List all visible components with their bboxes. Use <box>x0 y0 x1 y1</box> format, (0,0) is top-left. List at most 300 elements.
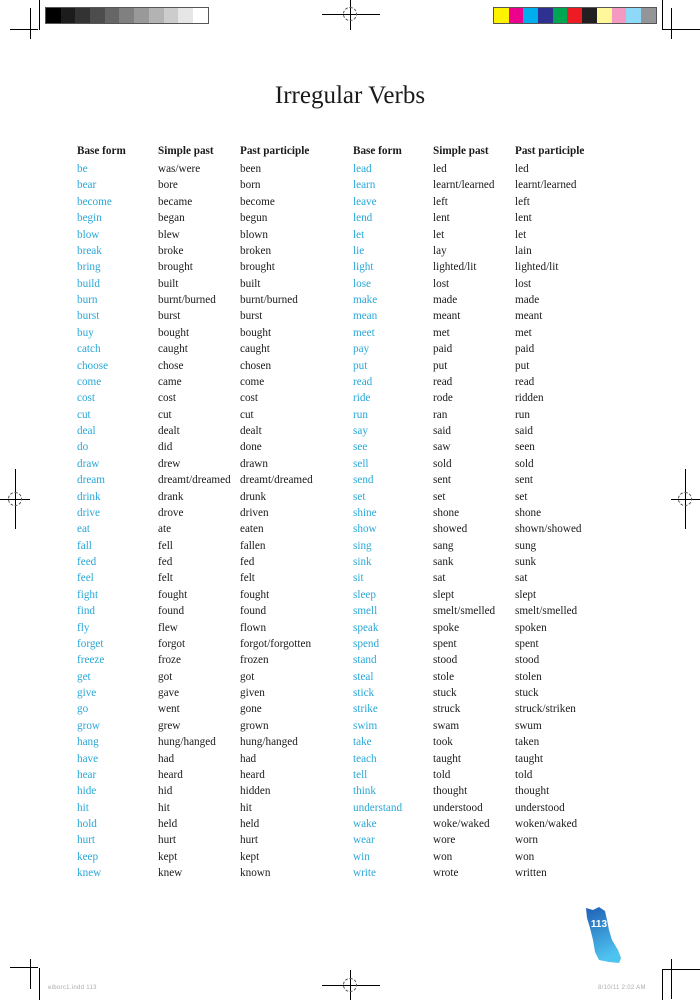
table-row <box>353 767 605 783</box>
past-participle-cell: met <box>515 326 532 339</box>
base-form-cell: buy <box>77 326 94 339</box>
past-participle-cell: flown <box>240 621 267 634</box>
simple-past-cell: felt <box>158 572 173 585</box>
past-participle-cell: burnt/burned <box>240 294 298 306</box>
gray-swatch <box>46 8 61 23</box>
simple-past-cell: meant <box>433 310 461 323</box>
table-row <box>353 439 605 455</box>
simple-past-cell: drank <box>158 490 184 503</box>
table-row <box>77 620 330 636</box>
table-row <box>77 227 330 243</box>
simple-past-cell: led <box>433 163 447 175</box>
base-form-cell: lie <box>353 244 365 257</box>
base-form-cell: feel <box>77 572 94 585</box>
base-form-cell: lend <box>353 212 373 225</box>
base-form-cell: sleep <box>353 588 376 601</box>
table-row <box>353 423 605 439</box>
table-row <box>353 849 605 865</box>
base-form-cell: meet <box>353 326 375 339</box>
past-participle-cell: had <box>240 752 257 765</box>
gray-swatch <box>134 8 149 23</box>
table-row <box>77 472 330 488</box>
past-participle-cell: stood <box>515 654 540 667</box>
registration-mark <box>678 492 692 506</box>
color-swatch <box>538 8 553 23</box>
past-participle-cell: felt <box>240 572 255 585</box>
simple-past-cell: made <box>433 294 458 306</box>
registration-mark <box>343 7 357 21</box>
base-form-cell: get <box>77 670 91 683</box>
simple-past-cell: knew <box>158 867 183 880</box>
simple-past-cell: fell <box>158 539 173 552</box>
color-swatch <box>494 8 509 23</box>
table-row <box>77 210 330 226</box>
table-row <box>77 652 330 668</box>
table-row <box>77 308 330 324</box>
past-participle-cell: hung/hanged <box>240 736 298 749</box>
table-row <box>77 505 330 521</box>
base-form-cell: cut <box>77 408 91 421</box>
table-row <box>353 489 605 505</box>
past-participle-cell: written <box>515 867 547 880</box>
table-row <box>353 800 605 816</box>
table-row <box>77 243 330 259</box>
base-form-cell: send <box>353 474 374 487</box>
simple-past-cell: had <box>158 752 175 765</box>
simple-past-cell: stole <box>433 670 455 683</box>
past-participle-cell: forgot/forgotten <box>240 637 312 650</box>
past-participle-cell: come <box>240 375 265 388</box>
past-participle-cell: sunk <box>515 556 537 568</box>
past-participle-cell: heard <box>240 768 265 781</box>
table-row <box>353 407 605 423</box>
past-participle-cell: broken <box>240 244 272 257</box>
table-row <box>353 554 605 570</box>
gray-swatch <box>61 8 76 23</box>
base-form-cell: spend <box>353 637 380 650</box>
header-base-form: Base form <box>77 145 126 157</box>
past-participle-cell: lent <box>515 212 532 225</box>
table-row <box>353 636 605 652</box>
simple-past-cell: fought <box>158 588 188 601</box>
table-row <box>77 603 330 619</box>
table-row <box>353 652 605 668</box>
table-row <box>77 669 330 685</box>
simple-past-cell: became <box>158 195 193 208</box>
simple-past-cell: drove <box>158 506 184 519</box>
simple-past-cell: bore <box>158 179 178 192</box>
base-form-cell: deal <box>77 425 96 437</box>
base-form-cell: burn <box>77 294 98 306</box>
simple-past-cell: sank <box>433 556 454 568</box>
simple-past-cell: broke <box>158 244 184 257</box>
table-row <box>77 538 330 554</box>
past-participle-cell: hurt <box>240 834 259 847</box>
simple-past-cell: taught <box>433 752 461 765</box>
color-swatch <box>612 8 627 23</box>
past-participle-cell: told <box>515 768 533 781</box>
simple-past-cell: lay <box>433 244 447 257</box>
simple-past-cell: wore <box>433 834 456 847</box>
table-row <box>353 259 605 275</box>
table-row <box>353 620 605 636</box>
simple-past-cell: hung/hanged <box>158 736 216 749</box>
simple-past-cell: hid <box>158 785 173 798</box>
base-form-cell: say <box>353 425 368 437</box>
past-participle-cell: driven <box>240 506 269 519</box>
color-swatch <box>509 8 524 23</box>
base-form-cell: build <box>77 277 100 290</box>
simple-past-cell: sold <box>433 457 452 470</box>
simple-past-cell: forgot <box>158 637 186 650</box>
past-participle-cell: run <box>515 408 530 421</box>
past-participle-cell: swum <box>515 719 542 732</box>
past-participle-cell: born <box>240 179 261 192</box>
simple-past-cell: slept <box>433 588 455 601</box>
past-participle-cell: lighted/lit <box>515 261 559 274</box>
past-participle-cell: seen <box>515 441 535 454</box>
table-row <box>353 669 605 685</box>
past-participle-cell: stuck <box>515 687 539 699</box>
table-row <box>353 276 605 292</box>
past-participle-cell: held <box>240 818 260 830</box>
table-row <box>353 161 605 177</box>
table-row <box>353 390 605 406</box>
past-participle-cell: fed <box>240 556 255 568</box>
table-row <box>77 259 330 275</box>
simple-past-cell: smelt/smelled <box>433 605 496 618</box>
past-participle-cell: made <box>515 294 540 306</box>
date-slug: 8/10/11 2:02 AM <box>598 985 646 991</box>
simple-past-cell: cost <box>158 392 177 405</box>
simple-past-cell: saw <box>433 441 451 454</box>
table-row <box>77 341 330 357</box>
simple-past-cell: heard <box>158 768 183 781</box>
simple-past-cell: won <box>433 850 453 863</box>
simple-past-cell: thought <box>433 785 468 798</box>
base-form-cell: hear <box>77 768 97 781</box>
simple-past-cell: came <box>158 375 182 388</box>
base-form-cell: steal <box>353 670 374 683</box>
base-form-cell: sell <box>353 457 369 470</box>
crop-mark <box>671 959 672 999</box>
past-participle-cell: hit <box>240 801 252 814</box>
color-swatch <box>553 8 568 23</box>
simple-past-cell: swam <box>433 719 460 732</box>
simple-past-cell: read <box>433 375 453 388</box>
past-participle-cell: caught <box>240 343 270 356</box>
base-form-cell: forget <box>77 637 104 650</box>
crop-mark <box>10 967 38 968</box>
base-form-cell: sink <box>353 556 372 568</box>
table-row <box>353 210 605 226</box>
table-row <box>353 227 605 243</box>
past-participle-cell: spent <box>515 637 539 650</box>
base-form-cell: eat <box>77 523 91 536</box>
base-form-cell: break <box>77 244 102 257</box>
simple-past-cell: burnt/burned <box>158 294 216 306</box>
table-row <box>353 358 605 374</box>
header-past-participle: Past participle <box>515 145 585 157</box>
table-row <box>77 276 330 292</box>
table-row <box>77 161 330 177</box>
past-participle-cell: fought <box>240 588 270 601</box>
table-row <box>353 292 605 308</box>
simple-past-cell: said <box>433 425 452 437</box>
table-row <box>353 505 605 521</box>
base-form-cell: show <box>353 523 377 536</box>
page-title: Irregular Verbs <box>274 82 426 109</box>
past-participle-cell: stolen <box>515 670 542 683</box>
past-participle-cell: grown <box>240 719 269 732</box>
table-row <box>353 456 605 472</box>
base-form-cell: let <box>353 228 365 241</box>
table-row <box>77 177 330 193</box>
simple-past-cell: lost <box>433 277 450 290</box>
simple-past-cell: let <box>433 228 445 241</box>
simple-past-cell: burst <box>158 310 181 323</box>
table-body <box>353 161 605 882</box>
simple-past-cell: chose <box>158 359 184 372</box>
simple-past-cell: went <box>158 703 180 716</box>
crop-mark <box>662 0 663 30</box>
base-form-cell: have <box>77 752 99 765</box>
crop-mark <box>30 959 31 989</box>
base-form-cell: choose <box>77 359 109 372</box>
crop-mark <box>662 969 663 1000</box>
simple-past-cell: found <box>158 605 185 618</box>
past-participle-cell: put <box>515 359 530 372</box>
past-participle-cell: drawn <box>240 457 268 470</box>
color-swatch <box>641 8 656 23</box>
table-row <box>77 701 330 717</box>
table-row <box>353 603 605 619</box>
base-form-cell: strike <box>353 703 378 716</box>
registration-mark <box>8 492 22 506</box>
past-participle-cell: sat <box>515 572 528 585</box>
table-row <box>77 292 330 308</box>
simple-past-cell: learnt/learned <box>433 179 495 192</box>
grayscale-color-bar <box>45 7 209 24</box>
past-participle-cell: left <box>515 195 530 208</box>
table-row <box>77 685 330 701</box>
table-row <box>353 308 605 324</box>
registration-mark <box>343 978 357 992</box>
simple-past-cell: ran <box>433 408 448 421</box>
past-participle-cell: taken <box>515 736 540 749</box>
simple-past-cell: built <box>158 277 179 290</box>
base-form-cell: smell <box>353 605 378 618</box>
verb-table-right <box>353 145 605 882</box>
base-form-cell: sing <box>353 539 372 552</box>
simple-past-cell: sang <box>433 539 454 552</box>
past-participle-cell: lost <box>515 277 532 290</box>
base-form-cell: fight <box>77 588 99 601</box>
base-form-cell: fly <box>77 621 90 634</box>
base-form-cell: teach <box>353 752 377 765</box>
past-participle-cell: found <box>240 605 267 618</box>
base-form-cell: understand <box>353 801 403 814</box>
gray-swatch <box>119 8 134 23</box>
simple-past-cell: froze <box>158 654 181 667</box>
base-form-cell: tell <box>353 768 368 781</box>
base-form-cell: write <box>353 867 376 880</box>
simple-past-cell: stuck <box>433 687 457 699</box>
base-form-cell: take <box>353 736 372 749</box>
gray-swatch <box>75 8 90 23</box>
base-form-cell: hit <box>77 801 89 814</box>
past-participle-cell: been <box>240 163 262 175</box>
table-row <box>353 341 605 357</box>
table-row <box>77 865 330 881</box>
base-form-cell: draw <box>77 457 100 470</box>
simple-past-cell: understood <box>433 801 483 814</box>
base-form-cell: catch <box>77 343 101 356</box>
table-row <box>77 849 330 865</box>
color-swatch <box>582 8 597 23</box>
past-participle-cell: fallen <box>240 539 266 552</box>
simple-past-cell: stood <box>433 654 458 667</box>
base-form-cell: drink <box>77 490 101 503</box>
base-form-cell: keep <box>77 850 99 863</box>
past-participle-cell: said <box>515 425 534 437</box>
past-participle-cell: spoken <box>515 621 547 634</box>
table-row <box>77 325 330 341</box>
simple-past-cell: sent <box>433 474 452 487</box>
table-header <box>77 145 330 161</box>
simple-past-cell: caught <box>158 343 188 356</box>
past-participle-cell: eaten <box>240 523 264 536</box>
table-row <box>353 570 605 586</box>
base-form-cell: dream <box>77 474 105 487</box>
base-form-cell: grow <box>77 719 100 732</box>
gray-swatch <box>164 8 179 23</box>
gray-swatch <box>178 8 193 23</box>
table-row <box>353 734 605 750</box>
simple-past-cell: rode <box>433 392 453 405</box>
table-row <box>77 734 330 750</box>
past-participle-cell: sung <box>515 539 537 552</box>
table-row <box>77 456 330 472</box>
table-row <box>77 816 330 832</box>
table-row <box>353 816 605 832</box>
past-participle-cell: begun <box>240 212 268 225</box>
simple-past-cell: lent <box>433 212 450 225</box>
past-participle-cell: gone <box>240 703 262 716</box>
crop-mark <box>39 0 40 30</box>
simple-past-cell: spent <box>433 637 457 650</box>
simple-past-cell: drew <box>158 457 181 470</box>
simple-past-cell: kept <box>158 850 178 863</box>
base-form-cell: light <box>353 261 374 274</box>
table-row <box>353 718 605 734</box>
past-participle-cell: understood <box>515 801 565 814</box>
simple-past-cell: told <box>433 768 451 781</box>
table-row <box>353 587 605 603</box>
simple-past-cell: paid <box>433 343 453 356</box>
base-form-cell: come <box>77 375 102 388</box>
past-participle-cell: built <box>240 277 261 290</box>
past-participle-cell: dealt <box>240 425 262 437</box>
base-form-cell: stick <box>353 687 375 699</box>
simple-past-cell: showed <box>433 523 468 536</box>
base-form-cell: drive <box>77 506 100 519</box>
past-participle-cell: set <box>515 490 528 503</box>
table-row <box>353 685 605 701</box>
base-form-cell: see <box>353 441 368 454</box>
past-participle-cell: sent <box>515 474 534 487</box>
crop-mark <box>10 29 38 30</box>
table-header <box>353 145 605 161</box>
base-form-cell: bear <box>77 179 97 192</box>
table-body <box>77 161 330 882</box>
past-participle-cell: led <box>515 163 529 175</box>
past-participle-cell: sold <box>515 457 534 470</box>
table-row <box>77 783 330 799</box>
header-base-form: Base form <box>353 145 402 157</box>
past-participle-cell: slept <box>515 588 537 601</box>
base-form-cell: lose <box>353 277 372 290</box>
base-form-cell: shine <box>353 506 377 519</box>
base-form-cell: set <box>353 490 366 503</box>
base-form-cell: wear <box>353 834 375 847</box>
base-form-cell: go <box>77 703 89 716</box>
base-form-cell: be <box>77 163 88 175</box>
simple-past-cell: put <box>433 359 448 372</box>
table-row <box>77 390 330 406</box>
base-form-cell: freeze <box>77 654 105 667</box>
base-form-cell: feed <box>77 556 97 568</box>
table-row <box>353 751 605 767</box>
past-participle-cell: dreamt/dreamed <box>240 474 313 487</box>
base-form-cell: blow <box>77 228 100 241</box>
table-row <box>353 865 605 881</box>
table-row <box>77 489 330 505</box>
table-row <box>353 538 605 554</box>
crop-mark <box>39 968 40 1000</box>
past-participle-cell: got <box>240 670 255 683</box>
simple-past-cell: blew <box>158 228 180 241</box>
table-row <box>353 374 605 390</box>
table-row <box>77 423 330 439</box>
crop-mark <box>30 8 31 39</box>
simple-past-cell: dealt <box>158 425 180 437</box>
base-form-cell: begin <box>77 212 102 225</box>
base-form-cell: sit <box>353 572 364 585</box>
simple-past-cell: met <box>433 326 450 339</box>
table-row <box>353 472 605 488</box>
table-row <box>353 783 605 799</box>
table-row <box>353 832 605 848</box>
simple-past-cell: bought <box>158 326 190 339</box>
table-row <box>77 521 330 537</box>
simple-past-cell: brought <box>158 261 193 274</box>
simple-past-cell: gave <box>158 687 180 699</box>
table-row <box>77 358 330 374</box>
past-participle-cell: won <box>515 850 535 863</box>
process-color-bar <box>493 7 657 24</box>
past-participle-cell: thought <box>515 785 550 798</box>
table-row <box>77 570 330 586</box>
simple-past-cell: held <box>158 818 178 830</box>
gray-swatch <box>149 8 164 23</box>
base-form-cell: find <box>77 605 96 618</box>
table-row <box>77 374 330 390</box>
table-row <box>353 521 605 537</box>
past-participle-cell: shown/showed <box>515 523 582 536</box>
base-form-cell: mean <box>353 310 378 323</box>
base-form-cell: learn <box>353 179 376 192</box>
